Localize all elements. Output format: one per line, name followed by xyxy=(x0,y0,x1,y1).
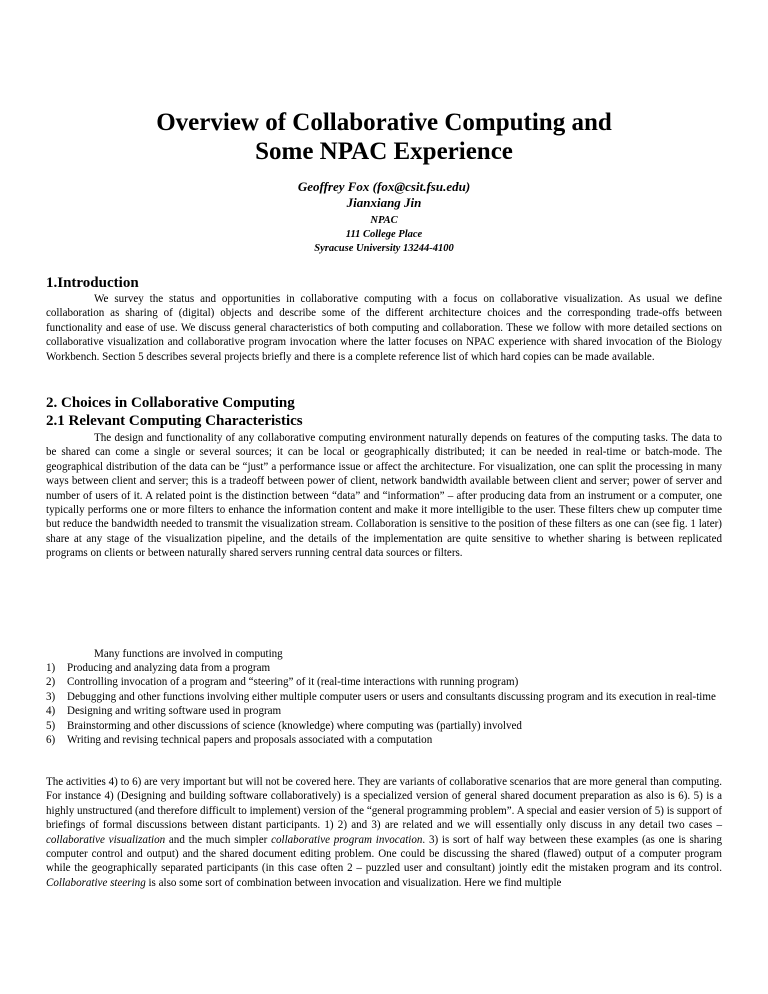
introduction-paragraph xyxy=(46,292,722,364)
list-item xyxy=(46,704,722,718)
paragraph-text: is also some sort of combination between invocation and visualization. Here we find multiple xyxy=(145,876,562,889)
paragraph-text: and the much simpler xyxy=(165,833,272,846)
list-item-text: Controlling invocation of a program and “steering” of it (real-time interactions with running program) xyxy=(67,676,519,689)
affiliation-block xyxy=(0,214,768,256)
title-line-1: Overview of Collaborative Computing and xyxy=(156,109,612,136)
section-heading-choices: 2. Choices in Collaborative Computing xyxy=(46,395,295,411)
body-paragraph xyxy=(46,775,722,890)
author-list xyxy=(0,179,768,211)
body-paragraph xyxy=(46,431,722,561)
list-item-text: Debugging and other functions involving either multiple computer users or users and consultants discussing program and its execution in real-time xyxy=(67,690,716,703)
list-item xyxy=(46,690,722,704)
author-name: Geoffrey Fox (fox@csit.fsu.edu) xyxy=(297,179,471,194)
emphasis-text: Collaborative steering xyxy=(46,876,146,889)
affiliation-line: Syracuse University 13244-4100 xyxy=(314,243,454,254)
paragraph-text: . 3) is sort of half way between these examples (as one is sharing computer control and output) and the shared document editing problem. One could be discussing the shared (flawed) output of a computer program while the geographically separated participants (in this case often 2 – puzzled user and consultant) jointly edit the mistaken program and its control. xyxy=(46,833,722,875)
list-item-number: 5) xyxy=(46,719,56,732)
emphasis-text: collaborative visualization xyxy=(46,833,166,846)
introduction-text: We survey the status and opportunities in collaborative computing with a focus on collaborative visualization. As usual we define collaboration as sharing of (digital) objects and describe some of the different architecture choices and the corresponding trade-offs between functionality and ease of use. We discuss general characteristics of both computing and collaboration. These we follow with more detailed sections on collaborative visualization and collaborative program invocation where the latter focuses on NPAC experience with shared invocation of the Biology Workbench. Section 5 describes several projects briefly and there is a complete reference list of which hard copies can be made available. xyxy=(46,293,722,363)
paper-title xyxy=(0,108,768,166)
affiliation-line: NPAC xyxy=(370,215,398,226)
list-item-text: Writing and revising technical papers and proposals associated with a computation xyxy=(67,734,433,747)
paragraph-text: The design and functionality of any collaborative computing environment naturally depends on features of the computing tasks. The data to be shared can come a single or several sources; it can be local or geographically distributed; it can be needed in real-time or batch-mode. The geographical distribution of the data can be “just” a performance issue or affect the architecture. For visualization, one can split the processing in many ways between client and server; this is a tradeoff between power of client, network bandwidth available between client and server; power of server and number of users of it. A related point is the distinction between “data” and “information” – after producing data from an instrument or a computer, one typically performs one or more filters to enhance the information content and make it more intelligible to the user. These filters chew up computer time but reduce the bandwidth needed to transmit the visualization stream. Collaboration is sensitive to the position of these filters as one can (see fig. 1 later) share at any stage of the visualization pipeline, and the details of the implementation are quite sensitive to whether sharing is between replicated programs on clients or between naturally shared servers running central data sources or filters. xyxy=(46,432,722,560)
list-item-text: Brainstorming and other discussions of science (knowledge) where computing was (partially) involved xyxy=(67,719,522,732)
list-item-number: 3) xyxy=(46,690,56,703)
list-item xyxy=(46,675,722,689)
list-item-number: 2) xyxy=(46,676,56,689)
affiliation-line: 111 College Place xyxy=(345,229,423,240)
subsection-heading-characteristics: 2.1 Relevant Computing Characteristics xyxy=(46,413,303,429)
emphasis-text: collaborative program invocation xyxy=(271,833,423,846)
author-name: Jianxiang Jin xyxy=(346,195,422,210)
paragraph-text: Many functions are involved in computing xyxy=(94,648,283,660)
numbered-list xyxy=(46,661,722,747)
list-item xyxy=(46,719,722,733)
list-item-text: Producing and analyzing data from a program xyxy=(67,662,271,674)
title-line-2: Some NPAC Experience xyxy=(255,138,513,165)
list-item-number: 6) xyxy=(46,734,56,747)
list-item-number: 1) xyxy=(46,662,56,674)
section-heading-introduction: 1.Introduction xyxy=(46,275,139,291)
list-item xyxy=(46,661,722,675)
list-item xyxy=(46,733,722,747)
paragraph-text: The activities 4) to 6) are very important but will not be covered here. They are variants of collaborative scenarios that are more general than computing. For instance 4) (Designing and building software collaboratively) is a specialized version of general shared document preparation as also is 6). 5) is a highly unstructured (and therefore difficult to implement) version of the “general programming problem”. A special and easier version of 5) is support of briefings of formal discussions between distant participants. 1) 2) and 3) are related and we will essentially only discuss in any detail two cases – xyxy=(46,776,722,832)
list-item-number: 4) xyxy=(46,705,56,718)
list-intro-paragraph xyxy=(46,647,722,661)
list-item-text: Designing and writing software used in program xyxy=(67,705,282,718)
